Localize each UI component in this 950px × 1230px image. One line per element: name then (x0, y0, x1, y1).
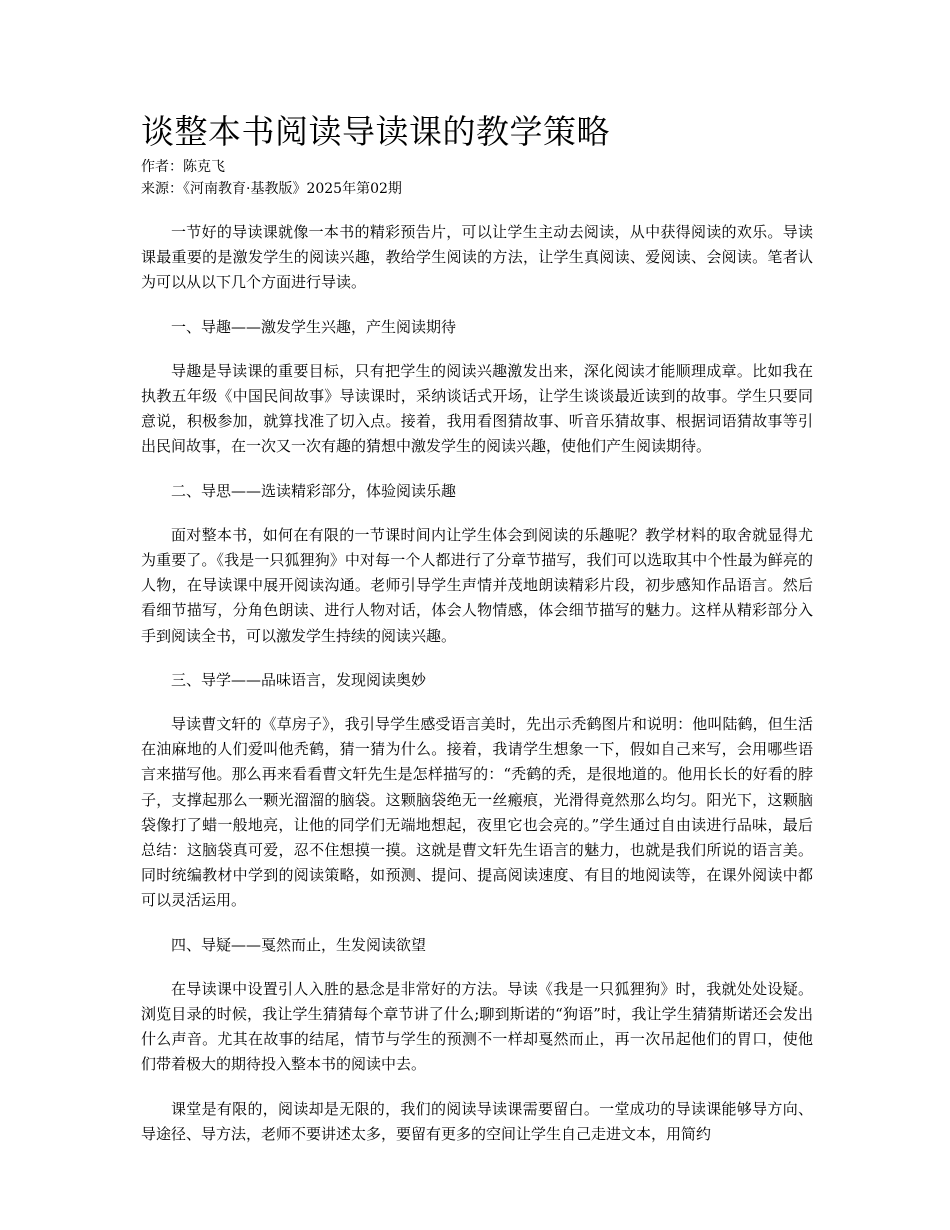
article-body (141, 220, 813, 1147)
section-heading-1: 一、导趣——激发学生兴趣，产生阅读期待 (171, 317, 457, 336)
section-paragraph-3: 导读曹文轩的《草房子》，我引导学生感受语言美时，先出示秃鹤图片和说明：他叫陆鹤，但生活在油麻地的人们爱叫他秃鹤，猜一猜为什么。接着，我请学生想象一下，假如自己来写，会用哪些语言来描写他。那么再来看看曹文轩先生是怎样描写的：“秃鹤的秃，是很地道的。他用长长的好看的脖子，支撑起那么一颗光溜溜的脑袋。这颗脑袋绝无一丝瘢痕，光滑得竟然那么均匀。阳光下，这颗脑袋像打了蜡一般地亮，让他的同学们无端地想起，夜里它也会亮的。”学生通过自由读进行品味，最后总结：这脑袋真可爱，忍不住想摸一摸。这就是曹文轩先生语言的魅力，也就是我们所说的语言美。同时统编教材中学到的阅读策略，如预测、提问、提高阅读速度、有目的地阅读等，在课外阅读中都可以灵活运用。 (141, 715, 813, 910)
section-paragraph-2: 面对整本书，如何在有限的一节课时间内让学生体会到阅读的乐趣呢？教学材料的取舍就显得尤为重要了。《我是一只狐狸狗》中对每一个人都进行了分章节描写，我们可以选取其中个性最为鲜亮的人物，在导读课中展开阅读沟通。老师引导学生声情并茂地朗读精彩片段，初步感知作品语言。然后看细节描写，分角色朗读、进行人物对话，体会人物情感，体会细节描写的魅力。这样从精彩部分入手到阅读全书，可以激发学生持续的阅读兴趣。 (141, 525, 813, 645)
section-heading-2: 二、导思——选读精彩部分，体验阅读乐趣 (171, 481, 457, 500)
intro-paragraph: 一节好的导读课就像一本书的精彩预告片，可以让学生主动去阅读，从中获得阅读的欢乐。导读课最重要的是激发学生的阅读兴趣，教给学生阅读的方法，让学生真阅读、爱阅读、会阅读。笔者认为可以从以下几个方面进行导读。 (141, 223, 813, 292)
article-author: 作者：陈克飞 (141, 159, 225, 175)
section-heading-4: 四、导疑——戛然而止，生发阅读欲望 (171, 935, 427, 954)
closing-paragraph: 课堂是有限的，阅读却是无限的，我们的阅读导读课需要留白。一堂成功的导读课能够导方向、导途径、导方法，老师不要讲述太多，要留有更多的空间让学生自己走进文本，用简约 (141, 1099, 813, 1143)
section-paragraph-1: 导趣是导读课的重要目标，只有把学生的阅读兴趣激发出来，深化阅读才能顺理成章。比如我在执教五年级《中国民间故事》导读课时，采纳谈话式开场，让学生谈谈最近读到的故事。学生只要同意说，积极参加，就算找准了切入点。接着，我用看图猜故事、听音乐猜故事、根据词语猜故事等引出民间故事，在一次又一次有趣的猜想中激发学生的阅读兴趣，使他们产生阅读期待。 (141, 361, 813, 456)
article-source: 来源：《河南教育·基教版》2025年第02期 (141, 181, 402, 197)
article-title: 谈整本书阅读导读课的教学策略 (141, 112, 610, 151)
document-page (141, 108, 813, 1166)
section-heading-3: 三、导学——品味语言，发现阅读奥妙 (171, 670, 427, 689)
section-paragraph-4: 在导读课中设置引人入胜的悬念是非常好的方法。导读《我是一只狐狸狗》时，我就处处设疑。浏览目录的时候，我让学生猜猜每个章节讲了什么;聊到斯诺的“狗语”时，我让学生猜猜斯诺还会发出什么声音。尤其在故事的结尾，情节与学生的预测不一样却戛然而止，再一次吊起他们的胃口，使他们带着极大的期待投入整本书的阅读中去。 (141, 979, 813, 1074)
